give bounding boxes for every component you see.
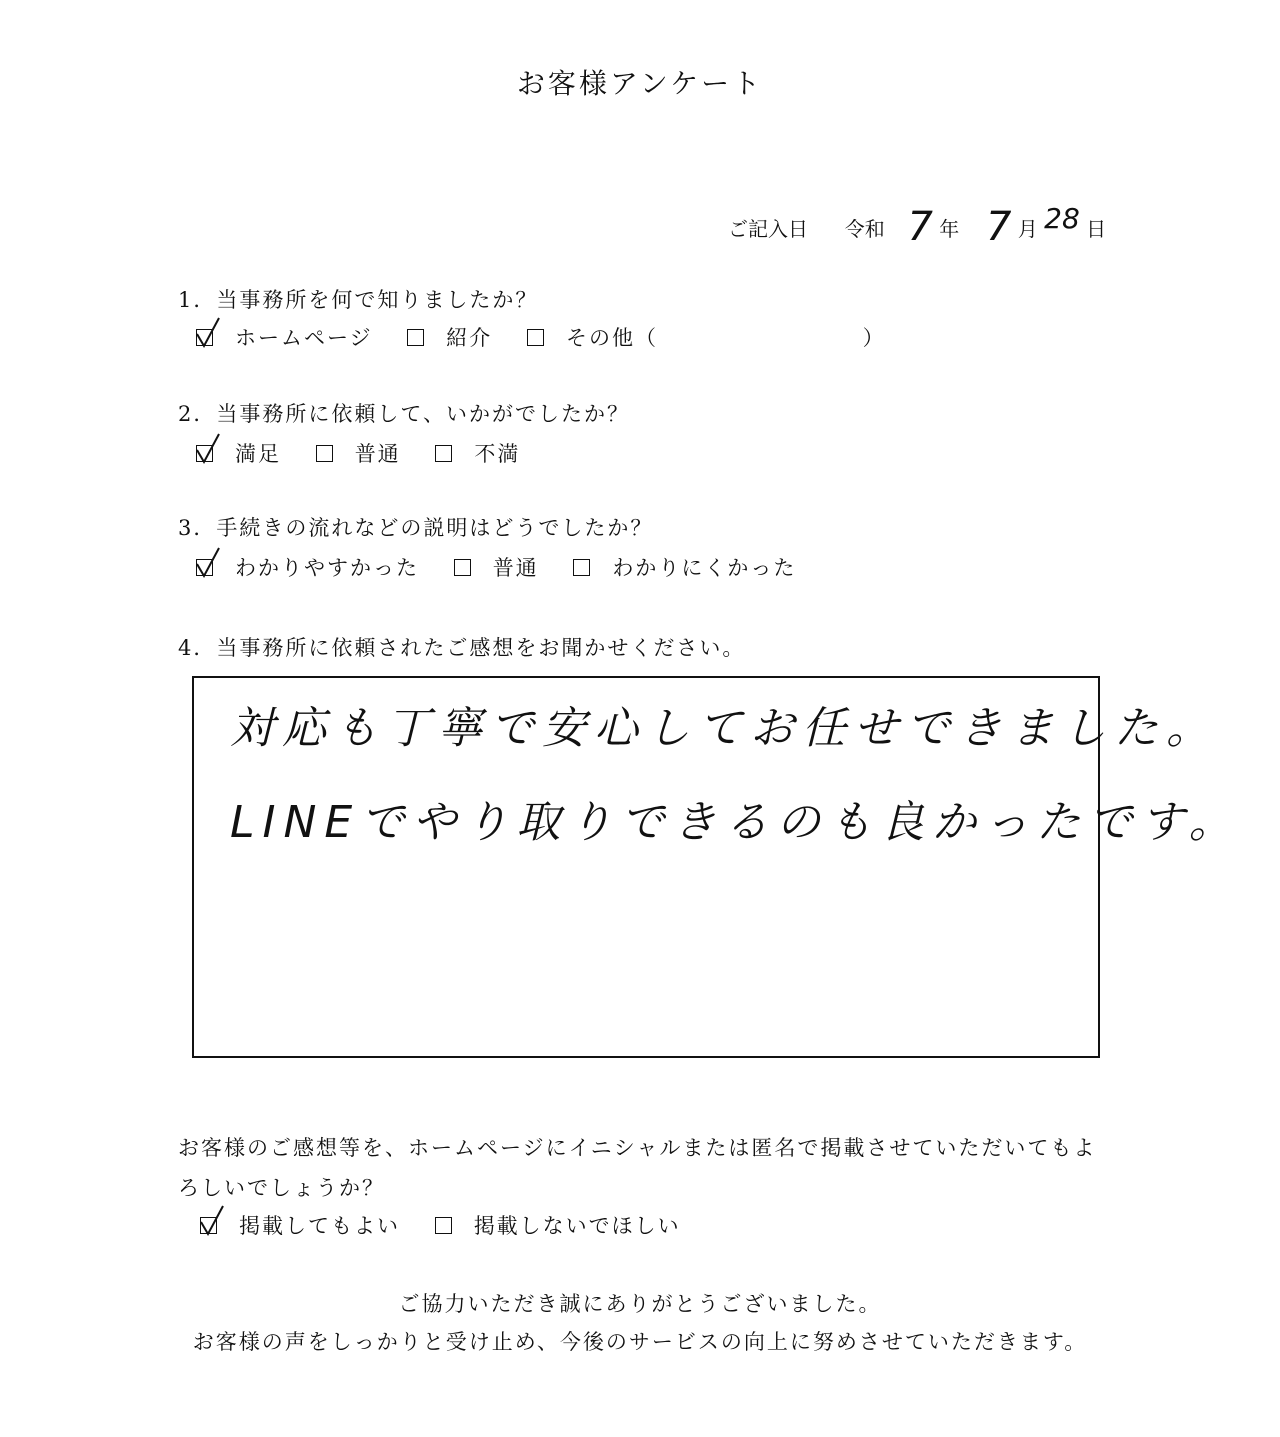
other-close-paren: ） (862, 326, 886, 350)
check-mark-icon (193, 546, 225, 580)
option-label: 普通 (354, 442, 401, 466)
option-label: その他（ (565, 326, 658, 350)
checkbox-homepage[interactable] (196, 329, 213, 346)
checkbox-normal[interactable] (316, 445, 333, 462)
checkbox-dissatisfied[interactable] (435, 445, 452, 462)
publication-question-line: ろしいでしょうか？ (178, 1176, 385, 1200)
checkbox-publish-no[interactable] (435, 1217, 452, 1234)
question-3-options (196, 552, 796, 582)
option-label: わかりにくかった (612, 556, 797, 580)
date-month: 7 (985, 204, 1012, 250)
handwritten-answer-line: LINEでやり取りできるのも良かったです。 (230, 797, 1241, 848)
option-label: 掲載してもよい (239, 1214, 400, 1238)
date-year-unit: 年 (939, 217, 960, 241)
option-label: 満足 (235, 442, 281, 466)
date-label: ご記入日 (728, 217, 808, 241)
question-4: 4．当事務所に依頼されたご感想をお聞かせください。 (178, 636, 746, 660)
check-mark-icon (193, 316, 225, 350)
option-label: 紹介 (446, 326, 493, 350)
date-year: 7 (907, 204, 933, 250)
page-title: お客様アンケート (516, 67, 764, 100)
question-1-options (196, 322, 886, 352)
checkbox-hard[interactable] (573, 559, 590, 576)
option-label: わかりやすかった (235, 556, 419, 580)
checkbox-normal[interactable] (454, 559, 471, 576)
entry-date (728, 200, 1107, 250)
checkbox-satisfied[interactable] (196, 445, 213, 462)
question-3: 3．手続きの流れなどの説明はどうでしたか？ (178, 516, 654, 540)
publication-options (200, 1210, 681, 1240)
date-era: 令和 (844, 217, 885, 241)
option-label: 普通 (492, 556, 539, 580)
option-label: 掲載しないでほしい (473, 1214, 681, 1238)
date-day-unit: 日 (1086, 217, 1107, 241)
handwritten-answer-line: 対応も丁寧で安心してお任せできました。 (230, 703, 1218, 754)
question-1: 1．当事務所を何で知りましたか？ (178, 288, 539, 312)
option-label: 不満 (474, 442, 521, 466)
question-2-options (196, 438, 520, 468)
checkbox-publish-ok[interactable] (200, 1217, 217, 1234)
date-day: 28 (1044, 202, 1080, 235)
check-mark-icon (197, 1204, 229, 1238)
publication-question-line: お客様のご感想等を、ホームページにイニシャルまたは匿名で掲載させていただいてもよ (178, 1136, 1097, 1160)
footer-message: お客様の声をしっかりと受け止め、今後のサービスの向上に努めさせていただきます。 (192, 1330, 1088, 1354)
footer-thanks: ご協力いただき誠にありがとうございました。 (398, 1292, 882, 1316)
question-2: 2．当事務所に依頼して、いかがでしたか？ (178, 402, 630, 426)
checkbox-referral[interactable] (407, 329, 424, 346)
check-mark-icon (193, 432, 225, 466)
date-month-unit: 月 (1017, 217, 1038, 241)
checkbox-other[interactable] (527, 329, 544, 346)
option-label: ホームページ (235, 326, 373, 350)
checkbox-easy[interactable] (196, 559, 213, 576)
